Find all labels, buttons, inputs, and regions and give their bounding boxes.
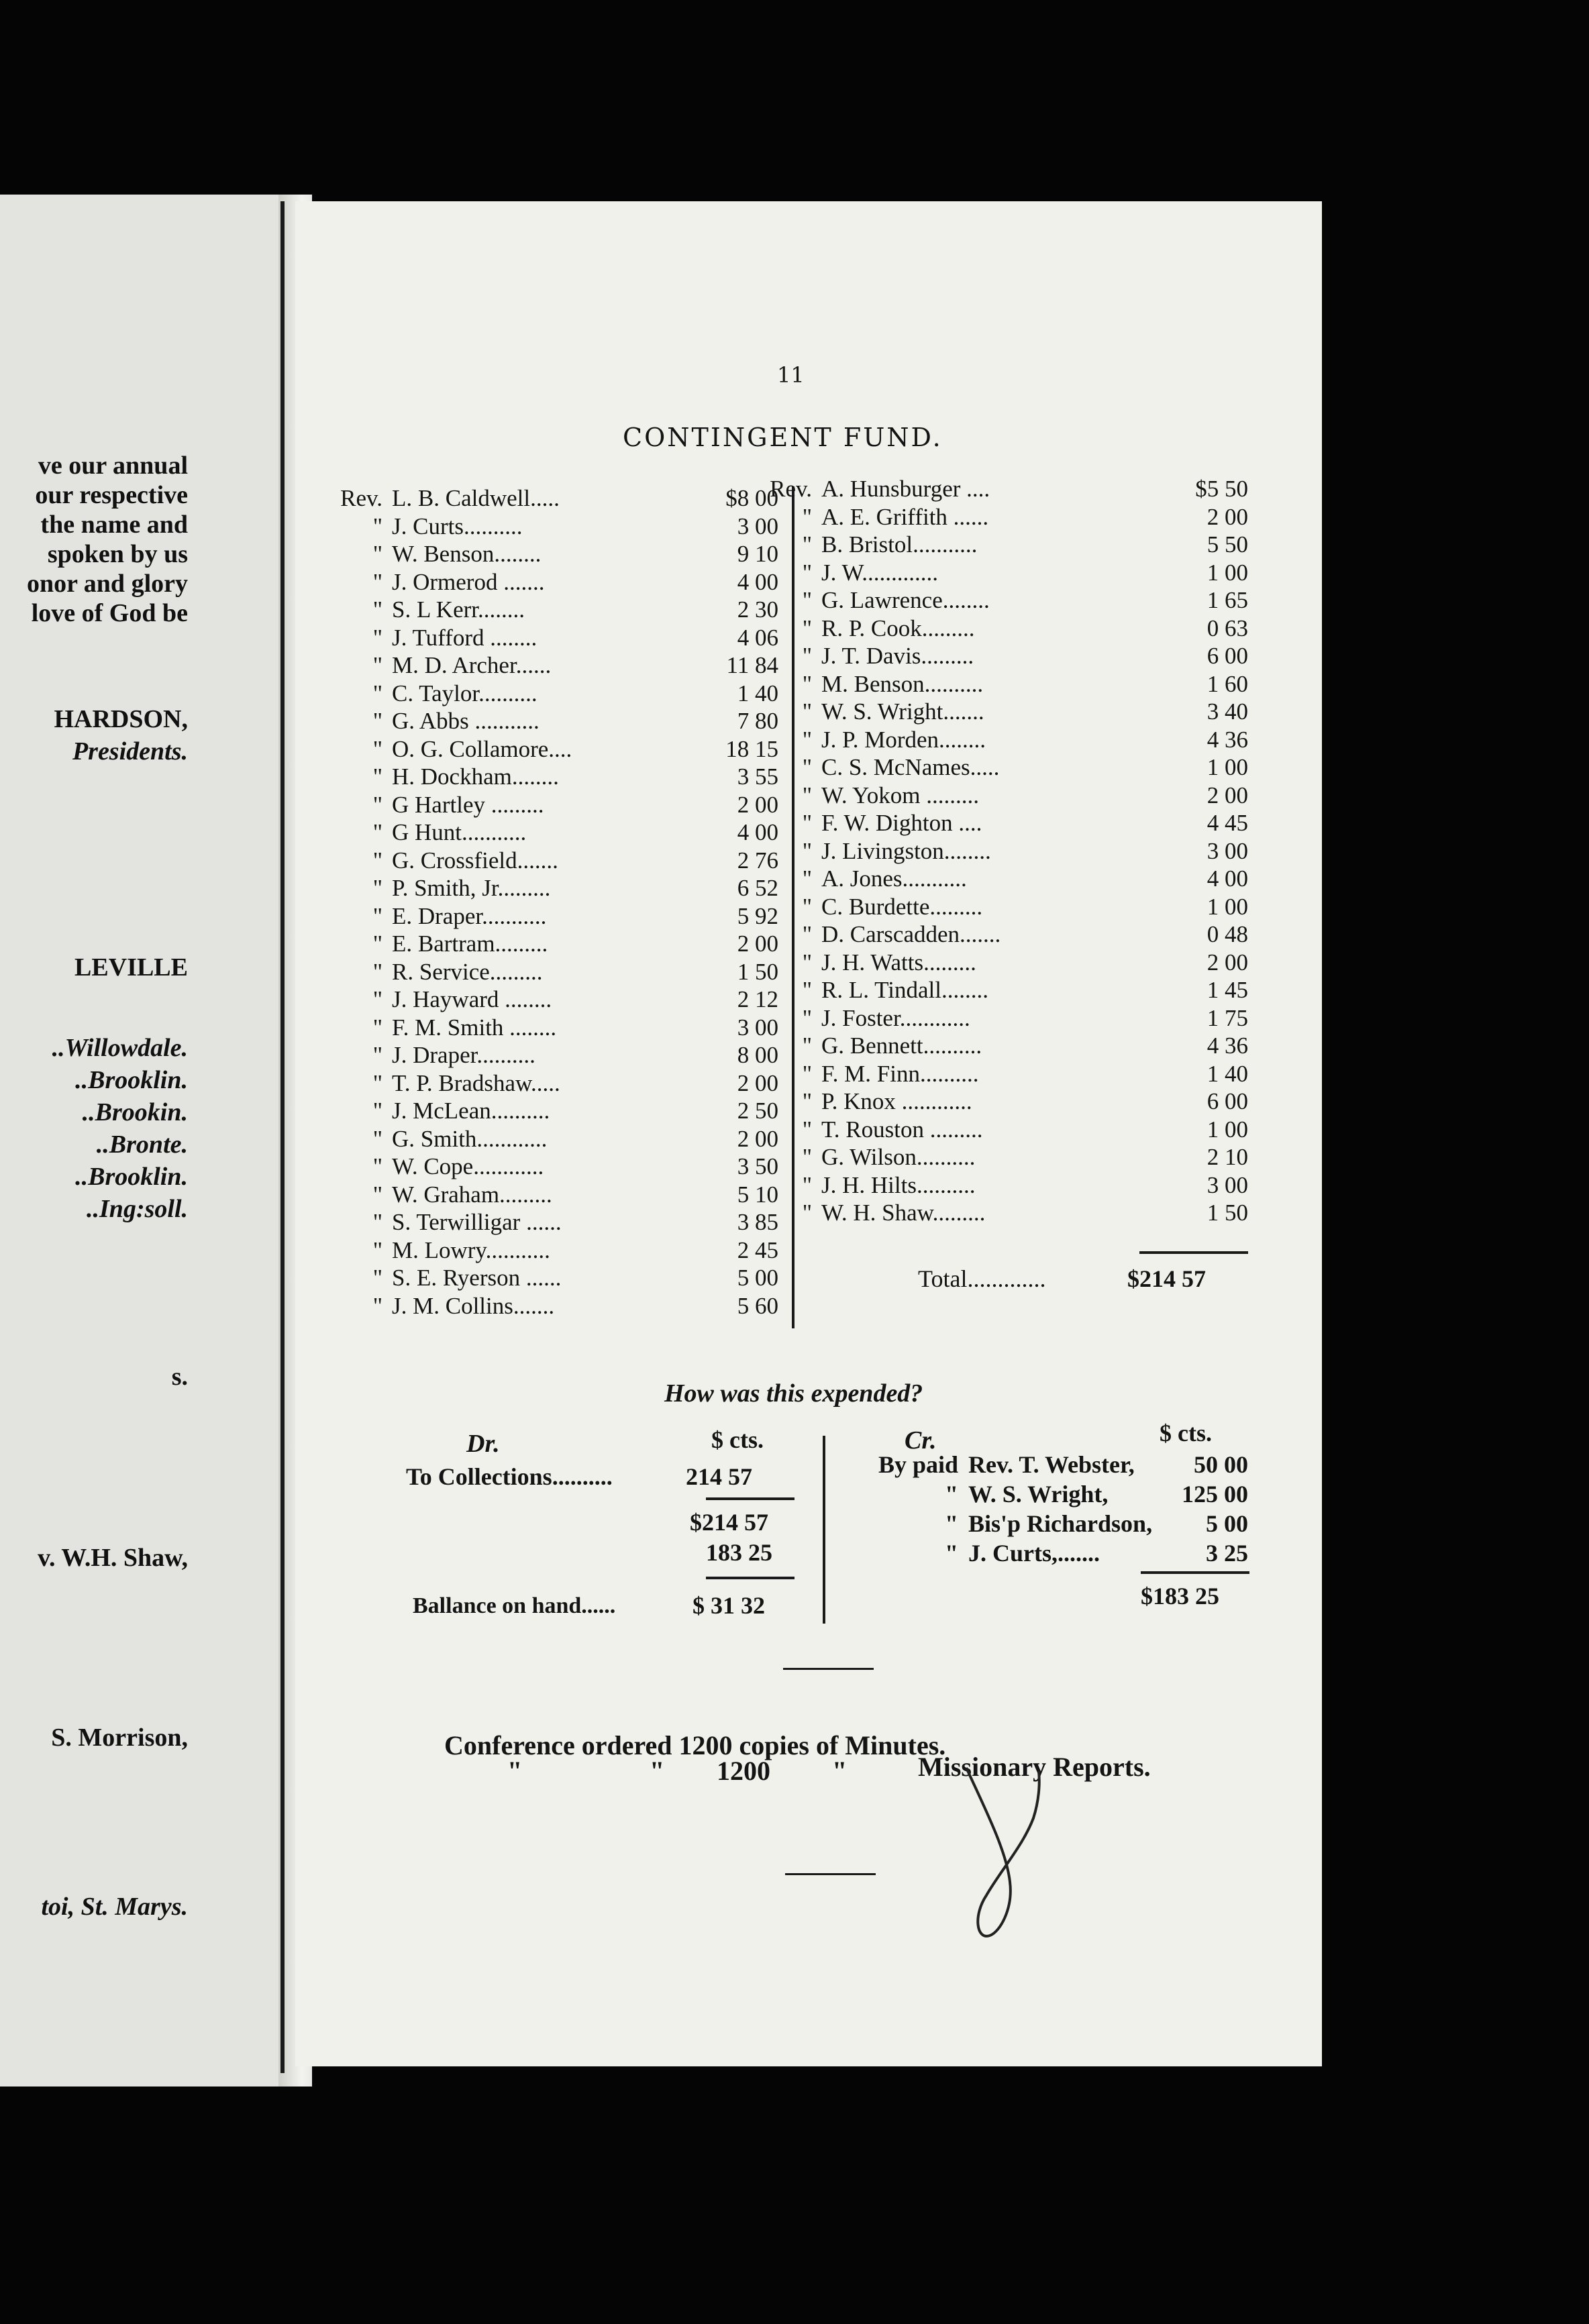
contributor-name: W. Graham.........: [392, 1181, 552, 1208]
contribution-amount: 1 65: [1207, 587, 1248, 613]
left-page-fragment: our respective: [35, 481, 188, 509]
contributor-name: F. M. Finn..........: [821, 1060, 979, 1087]
contributor-name: G Hunt...........: [392, 819, 527, 845]
contributor-name: O. G. Collamore....: [392, 735, 572, 762]
contributor-name: S. Terwilligar ......: [392, 1209, 562, 1235]
contribution-row: [295, 707, 778, 735]
contribution-amount: 1 45: [1207, 977, 1248, 1003]
row-prefix: ": [372, 958, 382, 985]
row-prefix: ": [802, 1116, 812, 1143]
contribution-amount: 6 52: [737, 875, 778, 901]
left-page-fragment: ..Ing:soll.: [87, 1195, 188, 1223]
contribution-row: [725, 670, 1248, 698]
contributor-name: C. S. McNames.....: [821, 754, 1000, 780]
contribution-row: [295, 763, 778, 791]
row-prefix: ": [802, 977, 812, 1003]
contributor-name: R. P. Cook.........: [821, 615, 975, 641]
contribution-row: [295, 1069, 778, 1098]
contributor-name: J. Draper..........: [392, 1042, 535, 1068]
contribution-row: [295, 568, 778, 596]
contribution-row: [725, 837, 1248, 865]
cr-line: [858, 1480, 1248, 1510]
row-prefix: ": [802, 949, 812, 975]
contribution-amount: 3 50: [737, 1153, 778, 1179]
left-page-fragment: Presidents.: [72, 737, 188, 765]
contribution-row: [295, 958, 778, 986]
row-prefix: ": [372, 1098, 382, 1124]
contribution-row: [295, 1181, 778, 1209]
contribution-amount: 1 00: [1207, 893, 1248, 920]
row-prefix: ": [372, 902, 382, 929]
row-prefix: ": [372, 1069, 382, 1096]
contributor-name: G Hartley .........: [392, 791, 544, 818]
contributor-name: L. B. Caldwell.....: [392, 485, 560, 511]
dr-balance-rule: [706, 1577, 794, 1579]
contributor-name: J. Curts..........: [392, 513, 523, 539]
contribution-amount: 1 00: [1207, 754, 1248, 780]
contribution-amount: 1 40: [1207, 1060, 1248, 1087]
contribution-row: [295, 1208, 778, 1236]
contributor-name: A. Jones...........: [821, 865, 967, 892]
left-page-fragment: ..Willowdale.: [52, 1034, 188, 1062]
row-prefix: ": [802, 1171, 812, 1198]
contribution-row: [725, 976, 1248, 1004]
row-prefix: ": [802, 531, 812, 558]
contribution-amount: 1 75: [1207, 1004, 1248, 1031]
contributor-name: J. T. Davis.........: [821, 643, 974, 669]
contributor-name: F. W. Dighton ....: [821, 810, 982, 836]
row-prefix: ": [372, 986, 382, 1012]
gutter-rule: [280, 201, 285, 2073]
contribution-amount: 2 12: [737, 986, 778, 1012]
dr-collections-amount: 214 57: [686, 1463, 752, 1490]
row-prefix: ": [802, 643, 812, 669]
contributor-name: M. Benson..........: [821, 670, 984, 697]
contributor-name: J. M. Collins.......: [392, 1292, 555, 1319]
contribution-row: [725, 1060, 1248, 1088]
contributor-name: C. Burdette.........: [821, 893, 983, 920]
contribution-row: [295, 540, 778, 568]
contribution-row: [725, 1199, 1248, 1227]
contribution-row: [725, 475, 1248, 503]
footer-ditto-3: ": [832, 1756, 848, 1786]
contribution-row: [295, 1264, 778, 1292]
row-prefix: ": [372, 1209, 382, 1235]
left-page-fragment: S. Morrison,: [51, 1724, 188, 1752]
contributor-name: G. Smith............: [392, 1125, 548, 1152]
left-page-fragment: ..Brooklin.: [75, 1066, 188, 1094]
contributor-name: B. Bristol...........: [821, 531, 978, 558]
row-prefix: Rev.: [340, 485, 382, 511]
row-prefix: ": [372, 875, 382, 901]
contribution-amount: 1 00: [1207, 1116, 1248, 1143]
row-prefix: ": [372, 624, 382, 651]
contributor-name: J. P. Morden........: [821, 726, 986, 753]
contributor-name: D. Carscadden.......: [821, 921, 1001, 947]
row-prefix: ": [802, 698, 812, 725]
row-prefix: ": [372, 1125, 382, 1152]
contribution-row: [725, 949, 1248, 977]
cr-payee: J. Curts,.......: [968, 1540, 1100, 1567]
cr-payee: Bis'p Richardson,: [968, 1510, 1153, 1537]
contribution-row: [725, 726, 1248, 754]
contribution-amount: 11 84: [726, 652, 778, 678]
row-prefix: ": [802, 921, 812, 947]
row-prefix: ": [802, 1200, 812, 1226]
contribution-amount: 1 50: [737, 958, 778, 985]
row-prefix: ": [802, 1144, 812, 1170]
dr-sum-amount: $214 57: [690, 1509, 768, 1536]
contributor-name: J. H. Watts.........: [821, 949, 976, 975]
contributor-name: S. E. Ryerson ......: [392, 1265, 562, 1291]
contribution-amount: 0 63: [1207, 615, 1248, 641]
contribution-row: [725, 615, 1248, 643]
cr-amount: 50 00: [1194, 1451, 1248, 1478]
contribution-amount: 1 40: [737, 680, 778, 706]
contribution-row: [725, 809, 1248, 837]
contribution-row: [725, 642, 1248, 670]
dr-balance-label: Ballance on hand......: [413, 1593, 616, 1618]
contribution-row: [725, 1088, 1248, 1116]
contribution-amount: 4 36: [1207, 726, 1248, 753]
contributor-name: P. Knox ............: [821, 1088, 972, 1114]
contribution-amount: 6 00: [1207, 1088, 1248, 1114]
contributor-name: R. Service.........: [392, 958, 543, 985]
footer-minutes-line: Conference ordered 1200 copies of Minutes.: [444, 1730, 946, 1760]
row-prefix: ": [372, 1153, 382, 1179]
row-prefix: ": [372, 680, 382, 706]
left-page-fragment: ..Brookin.: [82, 1098, 188, 1126]
contribution-row: [295, 735, 778, 763]
contribution-amount: 1 50: [1207, 1200, 1248, 1226]
contributor-name: G. Lawrence........: [821, 587, 990, 613]
cr-amount: 5 00: [1206, 1510, 1248, 1537]
left-page-fragment: love of God be: [31, 599, 188, 627]
left-page-fragment: spoken by us: [47, 540, 188, 568]
contribution-amount: 2 30: [737, 596, 778, 623]
total-amount: $214 57: [1127, 1265, 1206, 1292]
contribution-amount: 18 15: [725, 735, 778, 762]
contributor-name: W. Benson........: [392, 541, 542, 567]
row-prefix: ": [802, 587, 812, 613]
left-page-fragment: ..Bronte.: [96, 1130, 188, 1159]
contribution-row: [725, 1143, 1248, 1171]
cr-payee: W. S. Wright,: [968, 1481, 1109, 1508]
contribution-row: [295, 818, 778, 847]
dr-balance-amount: $ 31 32: [693, 1592, 765, 1619]
cr-prefix: By paid: [878, 1451, 958, 1478]
contribution-amount: $8 00: [725, 485, 778, 511]
contributor-name: J. Tufford ........: [392, 624, 537, 651]
contributor-name: G. Crossfield.......: [392, 847, 558, 874]
total-rule: [1139, 1251, 1248, 1254]
contribution-row: [725, 893, 1248, 921]
row-prefix: ": [372, 708, 382, 734]
contribution-amount: 2 00: [1207, 782, 1248, 808]
left-page-fragment: v. W.H. Shaw,: [38, 1544, 188, 1572]
contributor-name: G. Abbs ...........: [392, 708, 540, 734]
contribution-amount: 0 48: [1207, 921, 1248, 947]
contributor-name: G. Bennett..........: [821, 1033, 982, 1059]
contribution-amount: 8 00: [737, 1042, 778, 1068]
contribution-amount: 2 50: [737, 1098, 778, 1124]
contribution-amount: 2 00: [1207, 503, 1248, 530]
contribution-row: [295, 847, 778, 875]
contributor-name: A. Hunsburger ....: [821, 476, 990, 502]
handwritten-mark: [960, 1764, 1047, 1946]
contribution-amount: 5 50: [1207, 531, 1248, 558]
cr-payee: Rev. T. Webster,: [968, 1451, 1135, 1478]
contribution-amount: 3 00: [1207, 837, 1248, 864]
row-prefix: ": [802, 1004, 812, 1031]
contributor-name: A. E. Griffith ......: [821, 503, 989, 530]
contribution-amount: 1 60: [1207, 670, 1248, 697]
contribution-row: [725, 865, 1248, 893]
row-prefix: ": [802, 1060, 812, 1087]
contributor-name: J. Livingston........: [821, 837, 991, 864]
left-page: [0, 195, 278, 2087]
contribution-row: [295, 1125, 778, 1153]
contributor-name: R. L. Tindall........: [821, 977, 988, 1003]
contribution-row: [295, 1014, 778, 1042]
footer-count: 1200: [717, 1756, 770, 1786]
dr-less-amount: 183 25: [706, 1539, 772, 1566]
cr-amount: 125 00: [1182, 1481, 1248, 1508]
contributor-name: W. H. Shaw.........: [821, 1200, 986, 1226]
contributor-name: F. M. Smith ........: [392, 1014, 557, 1041]
contributor-name: W. Yokom .........: [821, 782, 980, 808]
contributor-name: S. L Kerr........: [392, 596, 525, 623]
cr-prefix: ": [945, 1510, 958, 1537]
account-divider: [823, 1436, 825, 1624]
row-prefix: ": [802, 503, 812, 530]
dr-collections-label: To Collections..........: [406, 1463, 613, 1490]
row-prefix: ": [372, 819, 382, 845]
left-page-fragment: ..Brooklin.: [75, 1163, 188, 1191]
left-page-fragment: ve our annual: [38, 452, 188, 480]
contribution-amount: 4 00: [737, 568, 778, 595]
section-separator: [783, 1668, 874, 1670]
contribution-row: [295, 1097, 778, 1125]
contributor-name: W. S. Wright.......: [821, 698, 984, 725]
contribution-row: [295, 791, 778, 819]
contributor-name: J. Ormerod .......: [392, 568, 545, 595]
contribution-row: [725, 503, 1248, 531]
row-prefix: Rev.: [770, 476, 812, 502]
contribution-amount: 2 00: [737, 1125, 778, 1152]
left-page-fragment: onor and glory: [26, 570, 188, 598]
page-number: 11: [777, 362, 805, 388]
contributor-name: H. Dockham........: [392, 763, 559, 790]
contributor-name: J. H. Hilts..........: [821, 1171, 976, 1198]
contribution-row: [295, 484, 778, 513]
contribution-amount: 4 36: [1207, 1033, 1248, 1059]
left-page-fragment: toi, St. Marys.: [41, 1893, 188, 1921]
contribution-row: [725, 1116, 1248, 1144]
contribution-row: [725, 559, 1248, 587]
contribution-row: [295, 986, 778, 1014]
row-prefix: ": [372, 1236, 382, 1263]
row-prefix: ": [372, 513, 382, 539]
row-prefix: ": [802, 559, 812, 586]
contribution-amount: 4 00: [1207, 865, 1248, 892]
contributor-name: T. P. Bradshaw.....: [392, 1069, 560, 1096]
row-prefix: ": [372, 1042, 382, 1068]
contribution-row: [725, 698, 1248, 726]
contribution-amount: 5 00: [737, 1265, 778, 1291]
contribution-row: [295, 1041, 778, 1069]
contribution-row: [295, 513, 778, 541]
contributor-name: G. Wilson..........: [821, 1144, 976, 1170]
contribution-amount: 2 00: [737, 1069, 778, 1096]
left-page-fragment: s.: [171, 1363, 188, 1391]
row-prefix: ": [372, 1292, 382, 1319]
contributor-name: M. D. Archer......: [392, 652, 552, 678]
contribution-amount: 2 00: [737, 791, 778, 818]
contribution-amount: 2 10: [1207, 1144, 1248, 1170]
contributor-name: C. Taylor..........: [392, 680, 537, 706]
contributor-name: J. Hayward ........: [392, 986, 552, 1012]
contribution-amount: 2 76: [737, 847, 778, 874]
row-prefix: ": [802, 865, 812, 892]
row-prefix: ": [802, 754, 812, 780]
cr-currency-header: $ cts.: [1160, 1420, 1212, 1446]
row-prefix: ": [372, 568, 382, 595]
contribution-row: [295, 624, 778, 652]
row-prefix: ": [802, 726, 812, 753]
contribution-row: [295, 596, 778, 624]
contribution-row: [295, 651, 778, 680]
row-prefix: ": [802, 1033, 812, 1059]
end-separator: [785, 1873, 876, 1875]
cr-line: [858, 1450, 1248, 1480]
row-prefix: ": [802, 810, 812, 836]
cr-line: [858, 1510, 1248, 1539]
contribution-row: [725, 782, 1248, 810]
cr-prefix: ": [945, 1481, 958, 1508]
contribution-amount: 4 00: [737, 819, 778, 845]
contribution-amount: 3 40: [1207, 698, 1248, 725]
cr-line: [858, 1539, 1248, 1569]
contribution-row: [295, 874, 778, 902]
row-prefix: ": [802, 615, 812, 641]
row-prefix: ": [802, 837, 812, 864]
contributor-name: J. Foster............: [821, 1004, 970, 1031]
row-prefix: ": [372, 541, 382, 567]
section-title: CONTINGENT FUND.: [623, 423, 943, 452]
row-prefix: ": [372, 735, 382, 762]
contributor-name: J. W.............: [821, 559, 939, 586]
contribution-row: [295, 680, 778, 708]
cr-total-amount: $183 25: [1141, 1583, 1219, 1609]
row-prefix: ": [372, 763, 382, 790]
row-prefix: ": [802, 1088, 812, 1114]
left-page-fragment: LEVILLE: [74, 953, 188, 982]
contributor-name: E. Draper...........: [392, 902, 547, 929]
contributor-name: E. Bartram.........: [392, 931, 548, 957]
left-page-fragment: the name and: [40, 511, 188, 539]
contribution-row: [725, 753, 1248, 782]
left-page-fragment: HARDSON,: [54, 705, 188, 733]
contributor-name: J. McLean..........: [392, 1098, 550, 1124]
contribution-amount: 2 00: [737, 931, 778, 957]
contribution-row: [295, 1153, 778, 1181]
contribution-amount: 4 06: [737, 624, 778, 651]
contribution-amount: 3 00: [1207, 1171, 1248, 1198]
contribution-row: [725, 1171, 1248, 1200]
contribution-amount: 7 80: [737, 708, 778, 734]
contribution-row: [295, 1236, 778, 1265]
row-prefix: ": [372, 931, 382, 957]
contribution-amount: 3 85: [737, 1209, 778, 1235]
cr-amount: 3 25: [1206, 1540, 1248, 1567]
row-prefix: ": [372, 847, 382, 874]
dr-currency-header: $ cts.: [711, 1426, 764, 1453]
row-prefix: ": [372, 652, 382, 678]
contribution-amount: $5 50: [1195, 476, 1248, 502]
expenditure-question: How was this expended?: [664, 1379, 923, 1408]
contribution-row: [295, 1292, 778, 1320]
footer-ditto-2: ": [650, 1756, 665, 1786]
row-prefix: ": [802, 670, 812, 697]
contribution-amount: 2 00: [1207, 949, 1248, 975]
cr-rule: [1141, 1571, 1249, 1574]
contribution-row: [295, 902, 778, 931]
contribution-amount: 3 55: [737, 763, 778, 790]
contribution-amount: 2 45: [737, 1236, 778, 1263]
contributor-name: T. Rouston .........: [821, 1116, 983, 1143]
row-prefix: ": [372, 596, 382, 623]
row-prefix: ": [802, 893, 812, 920]
cr-prefix: ": [945, 1540, 958, 1567]
row-prefix: ": [372, 1181, 382, 1208]
contribution-amount: 3 00: [737, 1014, 778, 1041]
footer-missionary-line: Missionary Reports.: [918, 1752, 1151, 1782]
contribution-amount: 3 00: [737, 513, 778, 539]
contribution-row: [295, 930, 778, 958]
contribution-row: [725, 1004, 1248, 1033]
row-prefix: ": [372, 1265, 382, 1291]
right-page: [295, 201, 1322, 2066]
dr-heading: Dr.: [466, 1430, 500, 1458]
row-prefix: ": [372, 791, 382, 818]
contribution-row: [725, 586, 1248, 615]
contribution-amount: 4 45: [1207, 810, 1248, 836]
contributor-name: M. Lowry...........: [392, 1236, 550, 1263]
footer-ditto-1: ": [507, 1756, 523, 1786]
contribution-amount: 1 00: [1207, 559, 1248, 586]
total-label: Total.............: [918, 1265, 1046, 1292]
contribution-row: [725, 920, 1248, 949]
contribution-row: [725, 531, 1248, 559]
contribution-amount: 9 10: [737, 541, 778, 567]
contribution-amount: 6 00: [1207, 643, 1248, 669]
cr-heading: Cr.: [905, 1426, 937, 1455]
row-prefix: ": [802, 782, 812, 808]
contribution-amount: 5 92: [737, 902, 778, 929]
dr-rule: [706, 1497, 794, 1500]
contributor-name: W. Cope............: [392, 1153, 544, 1179]
contribution-amount: 5 60: [737, 1292, 778, 1319]
contribution-amount: 5 10: [737, 1181, 778, 1208]
contribution-row: [725, 1032, 1248, 1060]
contributor-name: P. Smith, Jr.........: [392, 875, 551, 901]
row-prefix: ": [372, 1014, 382, 1041]
